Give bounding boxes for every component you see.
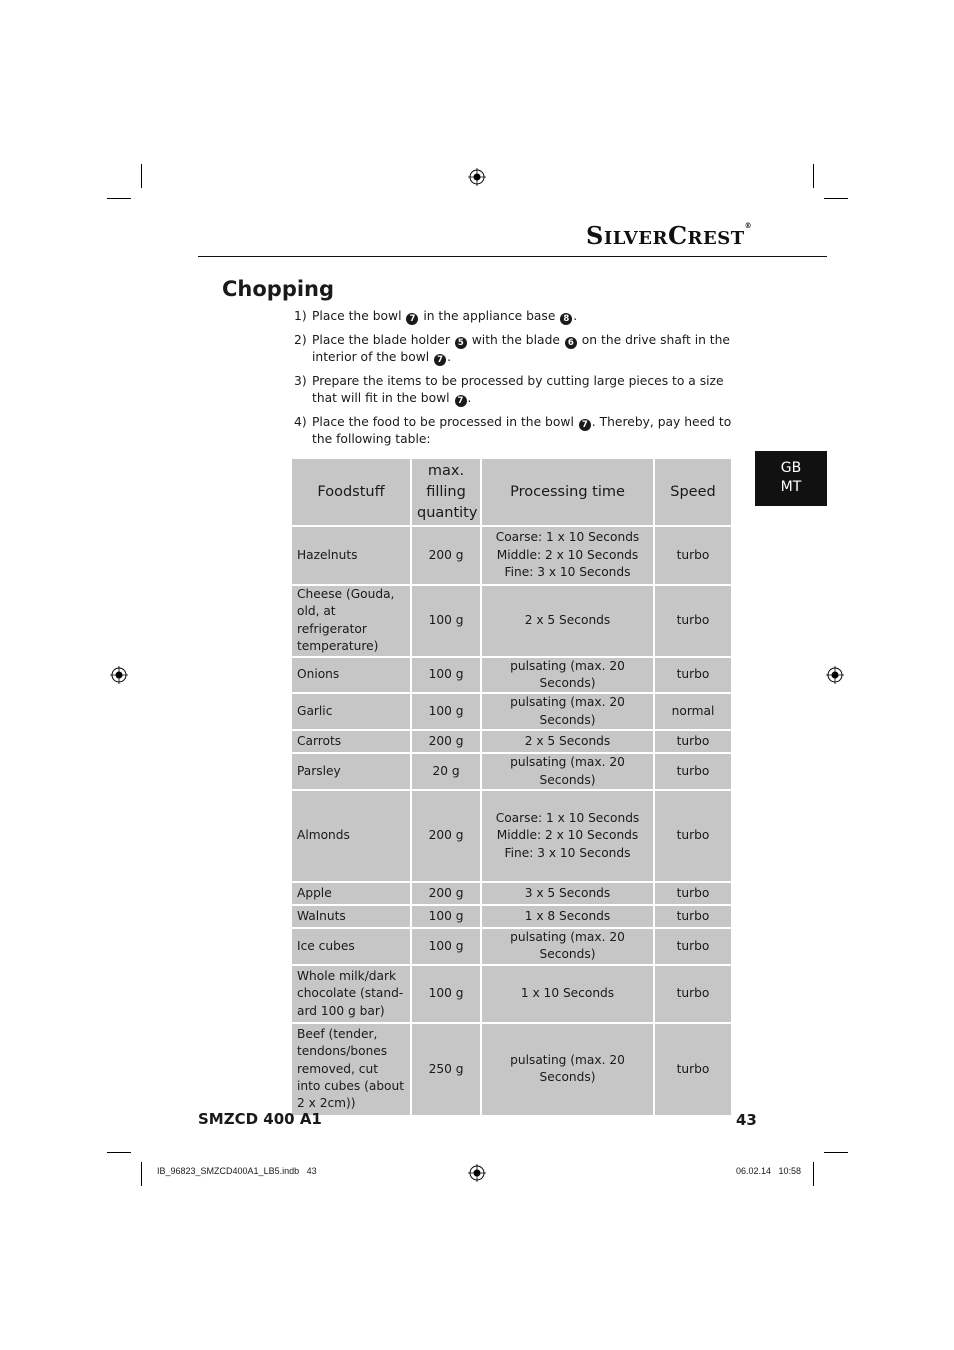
processing-time-line: pulsating (max. 20 Seconds) xyxy=(510,1052,625,1085)
page-number: 43 xyxy=(736,1111,757,1129)
instruction-list xyxy=(294,308,734,455)
crop-mark xyxy=(824,198,848,199)
column-header-speed: Speed xyxy=(654,458,732,526)
processing-time-line: pulsating (max. 20 Seconds) xyxy=(510,695,625,727)
cell-foodstuff: Onions xyxy=(291,657,411,694)
column-header-max-filling: max. filling quantity xyxy=(411,458,481,526)
cell-foodstuff: Almonds xyxy=(291,790,411,882)
instruction-step: 2) Place the blade holder 5 with the blade 6 on the drive shaft in the interior of the bowl 7 . xyxy=(294,333,730,365)
cell-processing-time xyxy=(481,585,654,657)
cell-foodstuff: Cheese (Gouda, old, at refrigerator temperature) xyxy=(291,585,411,657)
registration-mark-icon xyxy=(468,168,486,186)
table-row xyxy=(291,730,732,753)
cell-processing-time xyxy=(481,753,654,790)
table-row xyxy=(291,790,732,882)
cell-max-filling: 20 g xyxy=(411,753,481,790)
cell-speed: turbo xyxy=(654,790,732,882)
cell-processing-time xyxy=(481,965,654,1023)
cell-foodstuff: Carrots xyxy=(291,730,411,753)
cell-max-filling: 100 g xyxy=(411,965,481,1023)
processing-time-line: Middle: 2 x 10 Seconds xyxy=(496,547,639,562)
language-tab: GB MT xyxy=(755,451,827,506)
processing-time-line: 1 x 10 Seconds xyxy=(520,986,615,1001)
cell-max-filling: 250 g xyxy=(411,1023,481,1116)
processing-time-line: pulsating (max. 20 Seconds) xyxy=(510,930,625,962)
cell-speed: turbo xyxy=(654,526,732,585)
cell-speed: turbo xyxy=(654,753,732,790)
part-number-icon: 7 xyxy=(455,395,467,407)
instruction-step: 1) Place the bowl 7 in the appliance base 8 . xyxy=(294,309,578,324)
cell-foodstuff: Apple xyxy=(291,882,411,905)
cell-processing-time xyxy=(481,526,654,585)
table-row xyxy=(291,657,732,694)
processing-time-line: pulsating (max. 20 Seconds) xyxy=(510,658,625,691)
cell-foodstuff: Garlic xyxy=(291,693,411,730)
processing-time-line: 2 x 5 Seconds xyxy=(524,734,611,749)
table-body xyxy=(291,526,732,1116)
print-slug-file: IB_96823_SMZCD400A1_LB5.indb 43 xyxy=(157,1166,317,1176)
cell-processing-time xyxy=(481,730,654,753)
cell-speed: turbo xyxy=(654,657,732,694)
registration-mark-icon xyxy=(468,1164,486,1182)
cell-max-filling: 100 g xyxy=(411,928,481,965)
cell-processing-time xyxy=(481,882,654,905)
cell-speed: turbo xyxy=(654,905,732,928)
model-name: SMZCD 400 A1 xyxy=(198,1110,322,1128)
processing-time-line: 3 x 5 Seconds xyxy=(524,885,611,900)
cell-max-filling: 200 g xyxy=(411,882,481,905)
cell-processing-time xyxy=(481,1023,654,1116)
registration-mark-icon xyxy=(110,666,128,684)
header-rule xyxy=(198,256,827,257)
cell-speed: turbo xyxy=(654,585,732,657)
table-row xyxy=(291,965,732,1023)
processing-time-line: Coarse: 1 x 10 Seconds xyxy=(495,530,640,545)
cell-max-filling: 200 g xyxy=(411,730,481,753)
cell-max-filling: 100 g xyxy=(411,657,481,694)
table-row xyxy=(291,882,732,905)
registration-mark-icon xyxy=(826,666,844,684)
cell-processing-time xyxy=(481,790,654,882)
cell-max-filling: 200 g xyxy=(411,790,481,882)
processing-time-line: Fine: 3 x 10 Seconds xyxy=(504,565,631,580)
brand-logo: SILVERCREST® xyxy=(586,221,753,250)
crop-mark xyxy=(141,164,142,188)
cell-speed: turbo xyxy=(654,965,732,1023)
cell-speed: turbo xyxy=(654,928,732,965)
column-header-processing-time: Processing time xyxy=(481,458,654,526)
cell-max-filling: 100 g xyxy=(411,905,481,928)
processing-time-line: 1 x 8 Seconds xyxy=(524,908,611,923)
cell-speed: turbo xyxy=(654,1023,732,1116)
cell-foodstuff: Ice cubes xyxy=(291,928,411,965)
processing-time-line: 2 x 5 Seconds xyxy=(524,613,611,628)
crop-mark xyxy=(107,198,131,199)
part-number-icon: 7 xyxy=(434,354,446,366)
crop-mark xyxy=(813,1162,814,1186)
section-title: Chopping xyxy=(222,277,335,301)
instruction-step: 4) Place the food to be processed in the bowl 7 . Thereby, pay heed to the following table: xyxy=(294,415,732,446)
processing-time-line: pulsating (max. 20 Seconds) xyxy=(510,755,625,787)
crop-mark xyxy=(107,1152,131,1153)
table-row xyxy=(291,753,732,790)
part-number-icon: 5 xyxy=(455,337,467,349)
processing-time-line: Middle: 2 x 10 Seconds xyxy=(496,828,639,843)
cell-foodstuff: Hazelnuts xyxy=(291,526,411,585)
processing-table xyxy=(290,457,733,1117)
table-row xyxy=(291,905,732,928)
table-row xyxy=(291,1023,732,1116)
cell-foodstuff: Beef (tender, tendons/bones removed, cut into cubes (about 2 x 2cm)) xyxy=(291,1023,411,1116)
cell-processing-time xyxy=(481,905,654,928)
table-row xyxy=(291,693,732,730)
table-header-row xyxy=(291,458,732,526)
cell-speed: turbo xyxy=(654,882,732,905)
table-row xyxy=(291,928,732,965)
processing-time-line: Coarse: 1 x 10 Seconds xyxy=(495,810,640,825)
table-row xyxy=(291,585,732,657)
cell-max-filling: 100 g xyxy=(411,693,481,730)
cell-foodstuff: Whole milk/dark chocolate (stand-ard 100 g bar) xyxy=(291,965,411,1023)
cell-foodstuff: Parsley xyxy=(291,753,411,790)
cell-foodstuff: Walnuts xyxy=(291,905,411,928)
cell-processing-time xyxy=(481,693,654,730)
column-header-foodstuff: Foodstuff xyxy=(291,458,411,526)
table-row xyxy=(291,526,732,585)
processing-time-line: Fine: 3 x 10 Seconds xyxy=(504,845,631,860)
part-number-icon: 8 xyxy=(560,313,572,325)
part-number-icon: 7 xyxy=(406,313,418,325)
crop-mark xyxy=(824,1152,848,1153)
cell-processing-time xyxy=(481,928,654,965)
cell-speed: normal xyxy=(654,693,732,730)
print-slug-datetime: 06.02.14 10:58 xyxy=(736,1166,802,1176)
cell-processing-time xyxy=(481,657,654,694)
crop-mark xyxy=(813,164,814,188)
crop-mark xyxy=(141,1162,142,1186)
instruction-step: 3) Prepare the items to be processed by cutting large pieces to a size that will fit in the bowl 7 . xyxy=(294,374,724,406)
part-number-icon: 6 xyxy=(565,337,577,349)
cell-max-filling: 100 g xyxy=(411,585,481,657)
cell-speed: turbo xyxy=(654,730,732,753)
cell-max-filling: 200 g xyxy=(411,526,481,585)
part-number-icon: 7 xyxy=(579,419,591,431)
